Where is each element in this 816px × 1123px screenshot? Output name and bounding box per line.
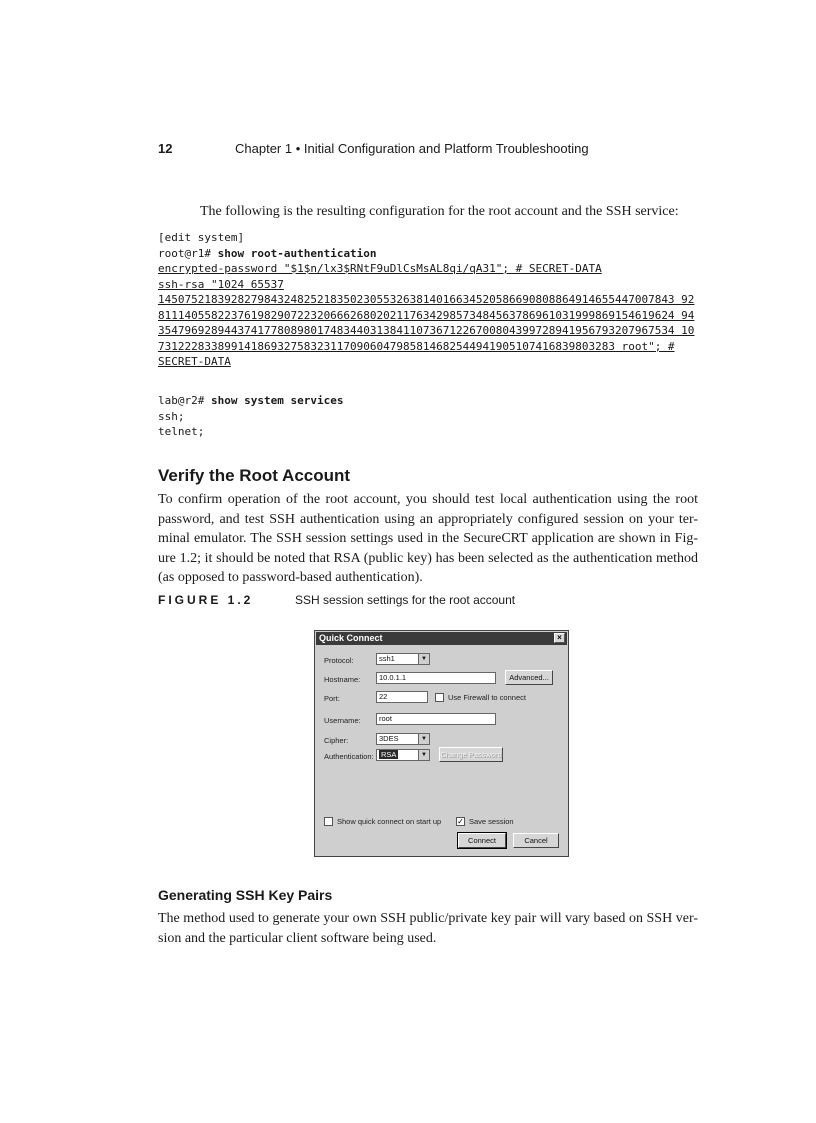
intro-paragraph: The following is the resulting configuration for the root account and the SSH service:	[200, 204, 679, 219]
protocol-select[interactable]	[376, 653, 430, 665]
figure-label: FIGURE 1.2	[158, 593, 254, 607]
protocol-label: Protocol:	[324, 656, 354, 665]
code-ssh: ssh;	[158, 409, 185, 423]
subsection-heading: Generating SSH Key Pairs	[158, 887, 333, 903]
hostname-input[interactable]: 10.0.1.1	[376, 672, 496, 684]
dialog-title: Quick Connect	[319, 633, 383, 643]
show-quick-connect-label: Show quick connect on start up	[337, 817, 442, 826]
authentication-value: RSA	[381, 750, 397, 759]
chapter-title: Chapter 1 • Initial Configuration and Platform Troubleshooting	[235, 141, 589, 156]
firewall-label: Use Firewall to connect	[448, 693, 526, 702]
code-rsa-key-2: 811140558223761982907223206662680202117634298573484563786961031999869154619624 94	[158, 308, 695, 322]
save-session-checkbox[interactable]: ✓	[457, 817, 464, 826]
code-telnet: telnet;	[158, 425, 205, 438]
code-ssh-rsa: ssh-rsa "1024 65537	[158, 277, 284, 291]
code-rsa-key-4: 731222833899141869327583231170906047985814682544941905107416839803283 root"; #	[158, 339, 675, 353]
config-listing	[158, 230, 698, 370]
firewall-checkbox[interactable]	[435, 693, 444, 702]
code-command-services: show system services	[210, 394, 344, 407]
hostname-label: Hostname:	[324, 675, 361, 684]
figure-caption	[158, 593, 516, 607]
protocol-value: ssh1	[379, 654, 395, 663]
section-heading: Verify the Root Account	[158, 466, 351, 485]
authentication-label: Authentication:	[324, 752, 374, 761]
close-icon[interactable]: ×	[554, 633, 565, 643]
code-secret-data: SECRET-DATA	[158, 355, 231, 368]
cancel-button[interactable]: Cancel	[513, 833, 559, 848]
port-label: Port:	[324, 694, 340, 703]
username-input[interactable]: root	[376, 713, 496, 725]
code-rsa-key-3: 354796928944374177808980174834403138411073671226700804399728941956793207967534 10	[158, 324, 695, 337]
advanced-button[interactable]: Advanced...	[505, 670, 553, 685]
dialog-titlebar	[316, 632, 567, 645]
code-prompt: root@r1#	[158, 246, 218, 260]
cipher-value: 3DES	[379, 734, 399, 743]
code-encrypted-password: encrypted-password "$1$n/lx3$RNtF9uDlCsMsAL8qi/qA31"; # SECRET-DATA	[158, 262, 602, 275]
services-listing	[158, 393, 698, 440]
subsection-paragraph: The method used to generate your own SSH public/private key pair will vary based on SSH ver-sion and the particular client software being used.	[158, 911, 698, 946]
connect-button[interactable]: Connect	[458, 833, 506, 848]
port-input[interactable]: 22	[376, 691, 428, 703]
chevron-down-icon: ▼	[418, 654, 429, 664]
authentication-select[interactable]	[376, 749, 430, 761]
cipher-label: Cipher:	[324, 736, 349, 745]
show-quick-connect-checkbox[interactable]	[324, 817, 333, 826]
change-password-button[interactable]: Change Password	[439, 747, 503, 762]
code-command: show root-authentication	[217, 246, 377, 260]
code-line-edit-system: [edit system]	[158, 231, 245, 244]
page-number: 12	[158, 141, 173, 156]
figure-description: SSH session settings for the root account	[295, 593, 516, 607]
quick-connect-dialog	[314, 630, 569, 857]
section-paragraph: To confirm operation of the root account, you should test local authentication using the root password, and test SSH authentication using an appropriately configured session on your ter-minal emulator. The SSH session settings used in the SecureCRT application are shown in Fig-ure 1.2; it should be noted that RSA (public key) has been selected as the authentication method (as opposed to password-based authentication).	[158, 492, 698, 585]
code-prompt-lab: lab@r2#	[158, 394, 211, 407]
username-label: Username:	[324, 716, 361, 725]
chevron-down-icon: ▼	[418, 734, 429, 744]
code-rsa-key-1: 145075218392827984324825218350230553263814016634520586690808864914655447007843 92	[158, 293, 695, 306]
save-session-label: Save session	[469, 817, 514, 826]
chevron-down-icon: ▼	[418, 750, 429, 760]
cipher-select[interactable]	[376, 733, 430, 745]
